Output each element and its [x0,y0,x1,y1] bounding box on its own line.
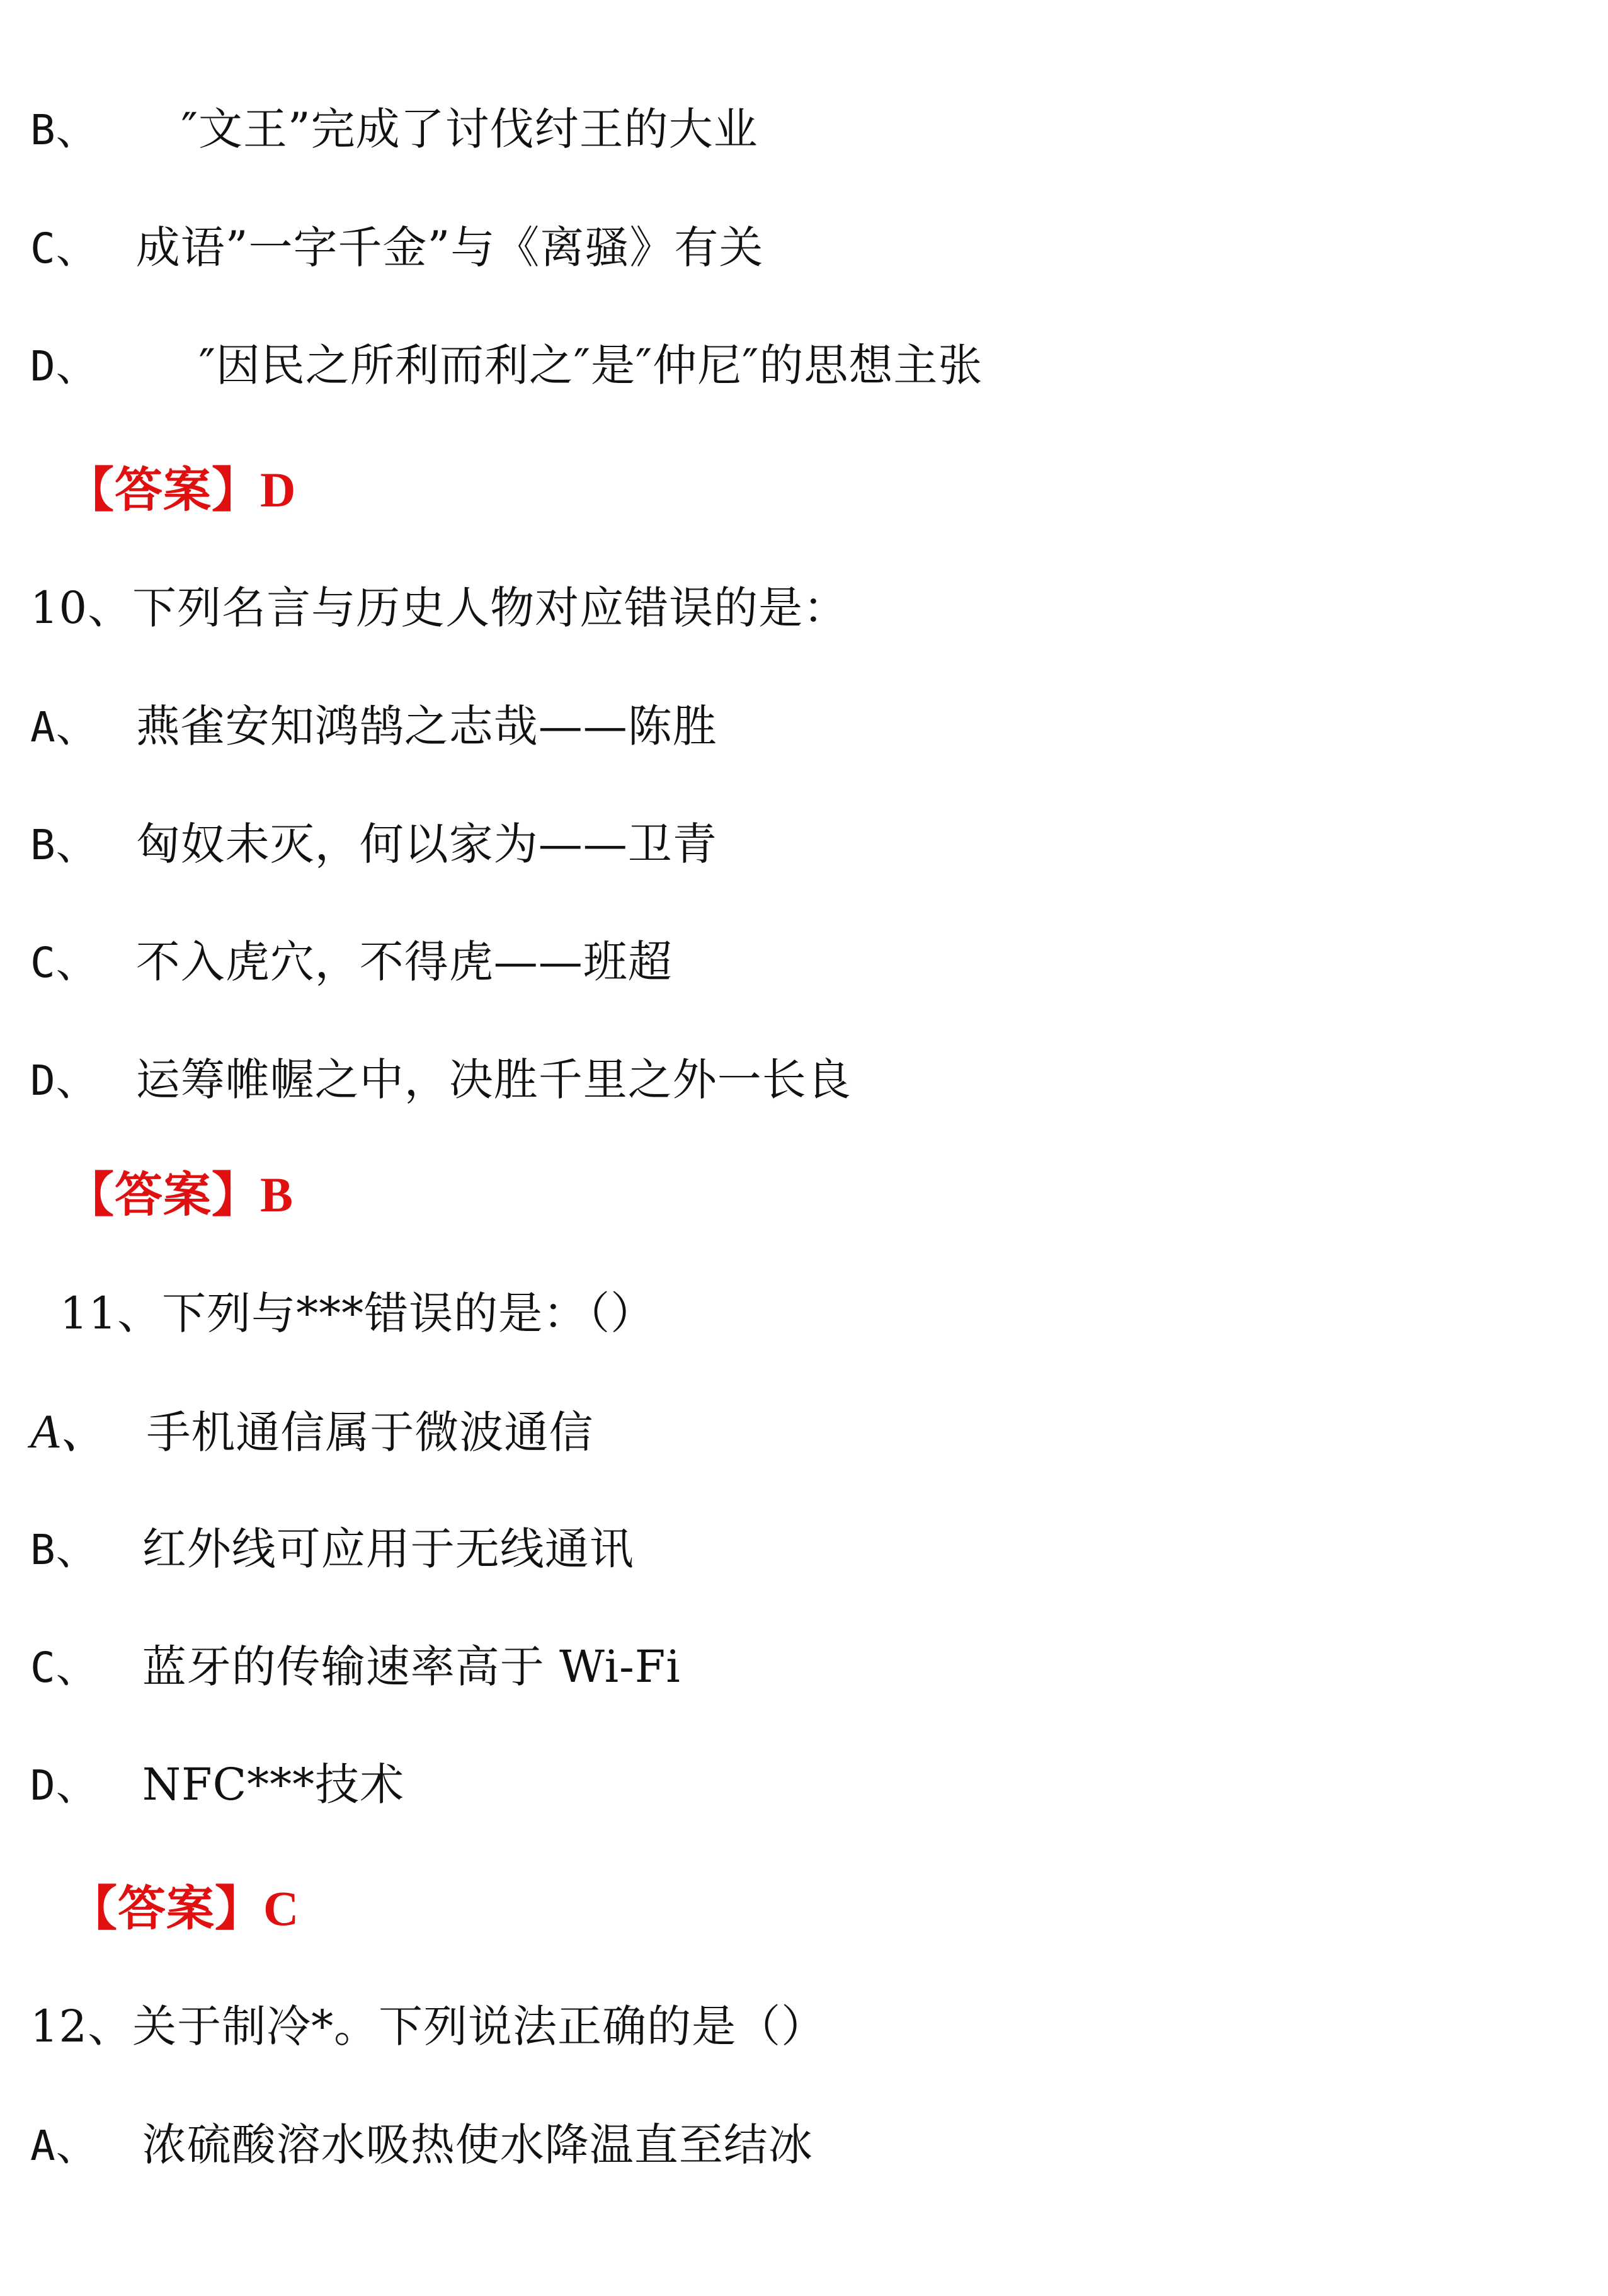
q10-option-b [30,816,717,874]
q9-option-d [30,337,983,395]
answer-letter: B [260,1167,294,1222]
option-label: D、 [30,1761,98,1810]
answer-prefix: 【答案】 [66,1169,260,1222]
q10-stem: 10、下列名言与历史人物对应错误的是： [30,582,848,634]
q11-option-a [30,1403,593,1461]
q12-stem: 12、关于制冷*。下列说法正确的是（） [30,2001,826,2052]
option-text: 不入虎穴，不得虎——班超 [135,936,673,988]
option-label: A、 [30,2122,98,2170]
option-label: C、 [30,939,98,987]
option-text: 运筹帷幄之中，决胜千里之外一长良 [135,1054,852,1105]
option-label: D、 [30,1056,98,1105]
option-text: 匈奴未灭，何以家为——卫青 [135,818,717,870]
q11-stem: 11、下列与***错误的是：（） [60,1288,656,1339]
option-label: B、 [30,1526,98,1574]
answer-letter: C [263,1881,300,1936]
option-text: 蓝牙的传输速率高于 Wi-Fi [142,1641,681,1693]
q11-option-d [30,1756,404,1814]
q9-option-b [30,101,758,159]
q11-option-c [30,1638,681,1696]
q11-option-b [30,1521,634,1579]
answer-prefix: 【答案】 [69,1883,263,1936]
option-text: 浓硫酸溶水吸热使水降温直至结冰 [142,2119,813,2171]
option-text: ″文王”完成了讨伐纣王的大业 [181,103,758,155]
option-label: C、 [30,224,98,273]
q12-option-a [30,2116,813,2174]
option-label: B、 [30,821,98,869]
option-text: ″因民之所利而利之″是″仲尼″的思想主张 [198,340,983,391]
q9-answer [66,462,296,519]
option-text: 燕雀安知鸿鹄之志哉——陈胜 [135,700,717,752]
answer-letter: D [260,462,297,517]
option-label: D、 [30,342,98,391]
q10-option-a [30,698,717,756]
option-text: 手机通信属于微波通信 [146,1407,594,1458]
q11-answer [69,1880,299,1938]
option-text: 成语”一字千金”与《离骚》有关 [135,222,764,273]
q9-option-c [30,219,763,277]
answer-prefix: 【答案】 [66,464,260,517]
option-label: C、 [30,1643,98,1692]
option-label: A、 [30,703,98,751]
q10-answer [66,1167,294,1224]
option-text: NFC***技术 [142,1759,405,1810]
option-text: 红外线可应用于无线通讯 [142,1523,634,1575]
option-label: B、 [30,106,98,154]
q10-option-c [30,934,673,991]
option-label: A、 [30,1405,109,1458]
q10-option-d [30,1051,852,1109]
